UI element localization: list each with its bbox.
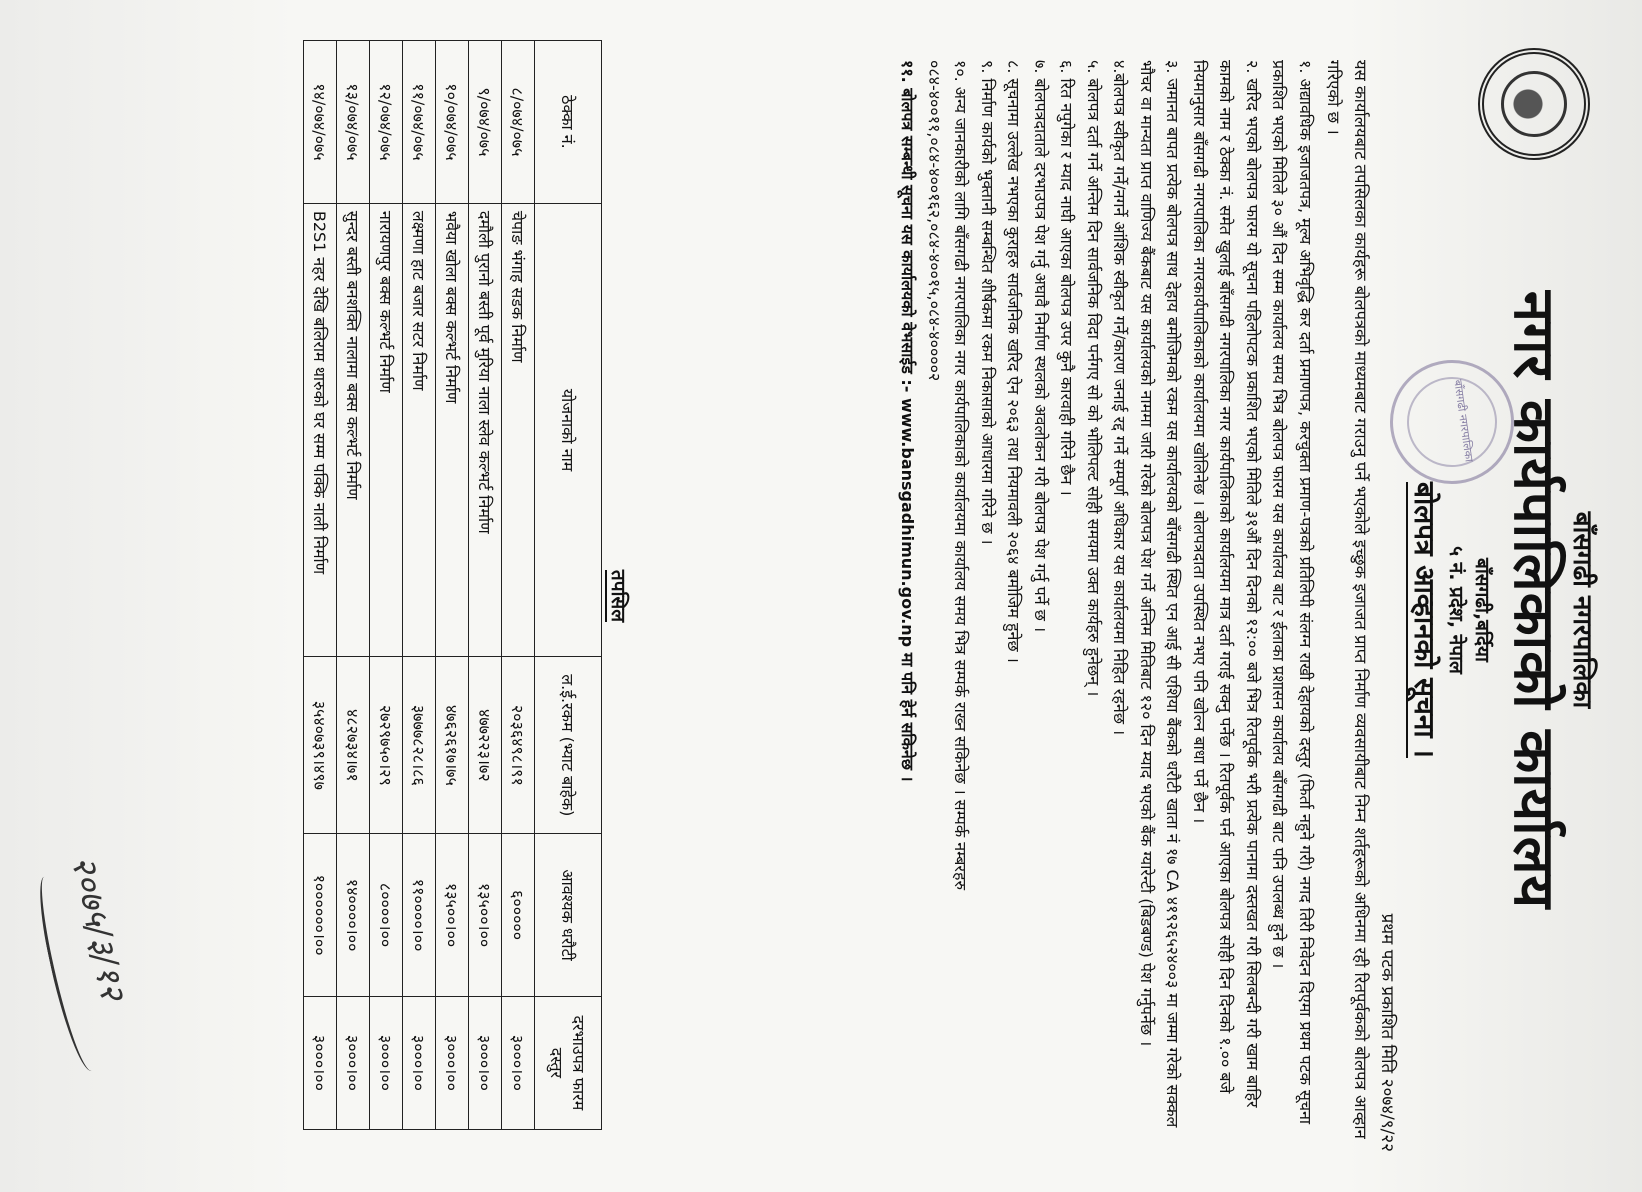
table-row: [436, 41, 469, 1130]
signature-date: २०७५/३/१२: [62, 852, 133, 1004]
cell-project-name: लक्ष्मणा हाट बजार सटर निर्माण: [403, 203, 436, 656]
cell-project-name: दमौली पुरानो बस्ती पूर्व मुरिया नाला स्लेव कल्भर्ट निर्माण: [469, 203, 502, 656]
cell-form-fee: ३०००।००: [337, 996, 370, 1129]
cell-form-fee: ३०००।००: [370, 996, 403, 1129]
col-contract-no: ठेक्का नं.: [535, 41, 602, 204]
intro-paragraph: यस कार्यालयबाट तपसिलका कार्यहरू बोलपत्रको माध्यमबाट गराउनु पर्ने भएकोले इच्छुक इजाजत प्राप्त निर्माण व्यवसायीबाट निम्न शर्तहरूको अधिनमा रही रितपूर्वकको बोलपत्र आव्हान गरिएको छ ।: [1324, 60, 1370, 1139]
cell-contract-no: १०/०७४/०७५: [436, 41, 469, 204]
cell-contract-no: १२/०७४/०७५: [370, 41, 403, 204]
condition-8: ८. सूचनामा उल्लेख नभएका कुराहरु सार्वजनिक खरिद ऐन २०६३ तथा नियमावली २०६४ बमोजिम हुनेछ ।: [1004, 60, 1024, 663]
conditions-list: [894, 60, 1318, 1150]
cell-deposit: १३५००।००: [436, 834, 469, 996]
schedule-table: [303, 40, 602, 1130]
condition-9: ९. निर्माण कार्यको भुक्तानी सम्बन्धित शीर्षकमा रकम निकासाको आधारमा गरिने छ ।: [978, 60, 997, 545]
col-project-name: योजनाको नाम: [535, 203, 602, 656]
stamp-text: बाँसगढी नगरपालिका: [1451, 378, 1476, 463]
col-estimate: ल.ई.रकम (भ्याट बाहेक): [535, 657, 602, 834]
cell-project-name: नारायणपुर बक्स कल्भर्ट निर्माण: [370, 203, 403, 656]
condition-7: ७. बोलपत्रदाताले दरभाउपत्र पेश गर्नु अघावै निर्माण स्थलको अवलोकन गरी बोलपत्र पेश गर्नु पर्ने छ ।: [1031, 60, 1050, 633]
address-line-1: बाँसगढी,बर्दिया: [1471, 558, 1493, 662]
cell-project-name: सुन्दर बस्ती बनशक्ति नालामा बक्स कल्भर्ट निर्माण: [337, 203, 370, 656]
cell-estimate: ४७६२६१७।७५: [436, 657, 469, 834]
office-title: नगर कार्यपालिकाको कार्यालय: [1501, 290, 1566, 910]
table-row: [370, 41, 403, 1130]
cell-form-fee: ३०००।००: [304, 996, 337, 1129]
col-deposit: आवश्यक धरौटी: [535, 834, 602, 996]
table-row: [403, 41, 436, 1130]
cell-form-fee: ३०००।००: [403, 996, 436, 1129]
cell-estimate: २०३६४९८।९१: [502, 657, 535, 834]
condition-5: ५. बोलपत्र दर्ता गर्ने अन्तिम दिन सार्वजनिक विदा पर्नगए सो को भोलिपल्ट सोही समयमा उक्त कार्यहरु हुनेछन् ।: [1084, 60, 1103, 697]
published-date: प्रथम पटक प्रकाशित मिति २०७४/९/२२: [1377, 913, 1397, 1152]
address-line-2: ५ नं. प्रदेश, नेपाल: [1445, 546, 1467, 674]
cell-estimate: ४८२७३४।७१: [337, 657, 370, 834]
cell-deposit: १४००००।००: [337, 834, 370, 996]
notice-heading: बोलपत्र आव्हानको सूचना ।: [1408, 481, 1441, 759]
cell-form-fee: ३०००।००: [502, 996, 535, 1129]
cell-contract-no: १३/०७४/०७५: [337, 41, 370, 204]
cell-contract-no: ११/०७४/०७५: [403, 41, 436, 204]
org-name: बाँसगढी नगरपालिका: [1567, 511, 1597, 709]
cell-estimate: ४७७२२३।७२: [469, 657, 502, 834]
condition-10: १०. अन्य जानकारीको लागि बाँसगढी नगरपालिका नगर कार्यपालिकाको कार्यालयमा कार्यालय समय भित्र सम्पर्क राख्न सकिनेछ । सम्पर्क नम्बरहरु ०८४-४००११,०८४-४००१६२,०८४-४००१५,०८४-४००००२: [925, 60, 971, 891]
cell-deposit: ११००००।००: [403, 834, 436, 996]
condition-6: ६. रित नपुगेका र म्याद नाघी आएका बोलपत्र उपर कुनै कारवाही गरिने छैन ।: [1057, 60, 1077, 496]
cell-contract-no: १४/०७४/०७५: [304, 41, 337, 204]
col-form-fee: दरभाउपत्र फारम दस्तुर: [535, 996, 602, 1129]
cell-project-name: B2S1 नहर देखि बलिराम थारुको घर सम्म पक्कि नाली निर्माण: [304, 203, 337, 656]
table-row: [304, 41, 337, 1130]
condition-4: ४.बोलपत्र स्वीकृत गर्ने/नगर्ने आंशिक स्वीकृत गर्ने/कारण जनाई रद्द गर्ने सम्पूर्ण अधिकार यस कार्यालयमा निहित रहनेछ ।: [1110, 60, 1130, 736]
condition-3: ३. जमानत बापत प्रत्येक बोलपत्र साथ देहाय बमोजिमको रकम यस कार्यालयको बाँसगढी स्थित एन आई सी एशिया बैंकको धरौटी खाता नं १७ CA ४१९२६५२४००३ मा जम्मा गरेको सक्कल भौचर वा मान्यता प्राप्त वाणिज्य बैंकबाट यस कार्यालयको नाममा जारी गरेको बोलपत्र पेश गर्ने अन्तिम मितिबाट १२० दिन म्याद भएको बैंक ग्यारेन्टी (बिडबण्ड) पेश गर्नुपर्नेछ ।: [1137, 60, 1183, 1128]
cell-contract-no: ८/०७४/०७५: [502, 41, 535, 204]
condition-2: २. खरिद भएको बोलपत्र फारम यो सूचना पहिलोपटक प्रकाशित भएको मितिले ३१औं दिन दिनको १२:०० बजे भित्र रितपूर्वक भरी प्रत्येक पानामा दस्तखत गरी सिलबन्दी गरी खाम बाहिर कामको नाम र ठेक्का नं. समेत खुलाई बाँसगढी नगरपालिका नगर कार्यपालिकाको कार्यालयमा मात्र दर्ता गराई सक्नु पर्नेछ । रितपूर्वक पर्न आएका बोलपत्र सोही दिन दिनको १.०० बजे नियमानुसार बाँसगढी नगरपालिका नगरकार्यपालिकाको कार्यालयमा खोलिनेछ । बोलपत्रदाता उपस्थित नभए पनि खोल्न बाधा पर्ने छैन ।: [1190, 60, 1262, 1108]
condition-11: ११. बोलपत्र सम्बन्धी सूचना यस कार्यालयको वेभसाईड :- www.bansgadhimun.gov.np मा पनि हेर्न सकिनेछ ।: [898, 60, 918, 782]
cell-deposit: ८००००।००: [370, 834, 403, 996]
cell-project-name: भवैया खोला बक्स कल्भर्ट निर्माण: [436, 203, 469, 656]
cell-form-fee: ३०००।००: [436, 996, 469, 1129]
cell-form-fee: ३०००।००: [469, 996, 502, 1129]
cell-project-name: चेपाङ भंगाह सडक निर्माण: [502, 203, 535, 656]
cell-estimate: ३७७७८२८।८६: [403, 657, 436, 834]
handwritten-signature: [0, 851, 155, 1099]
table-row: [502, 41, 535, 1130]
table-row: [469, 41, 502, 1130]
table-row: [337, 41, 370, 1130]
table-header-row: [535, 41, 602, 1130]
municipality-logo: [1478, 48, 1590, 160]
cell-estimate: ३५४०७३९।४९७: [304, 657, 337, 834]
schedule-title: तपसिल: [607, 569, 629, 623]
cell-contract-no: ९/०७४/०७५: [469, 41, 502, 204]
cell-deposit: ६०००००: [502, 834, 535, 996]
cell-estimate: २७२९७५०।२९: [370, 657, 403, 834]
condition-1: १. अद्यावधिक इजाजतपत्र, मूल्य अभिवृद्धि कर दर्ता प्रमाणपत्र, करचुक्ता प्रमाण-पत्रको प्रतिलिपी संलग्न राखी देहायको दस्तुर (फिर्ता नहुने गरी) नगद तिरी निवेदन दिएमा प्रथम पटक सूचना प्रकाशित भएको मितिले ३० औं दिन सम्म कार्यालय समय भित्र बोलपत्र फारम यस कार्यालय बाट र ईलाका प्रशासन कार्यालय बाँसगढी बाट पनि उपलब्ध हुने छ ।: [1269, 60, 1315, 1125]
cell-deposit: १००००००।००: [304, 834, 337, 996]
cell-deposit: १३५००।००: [469, 834, 502, 996]
